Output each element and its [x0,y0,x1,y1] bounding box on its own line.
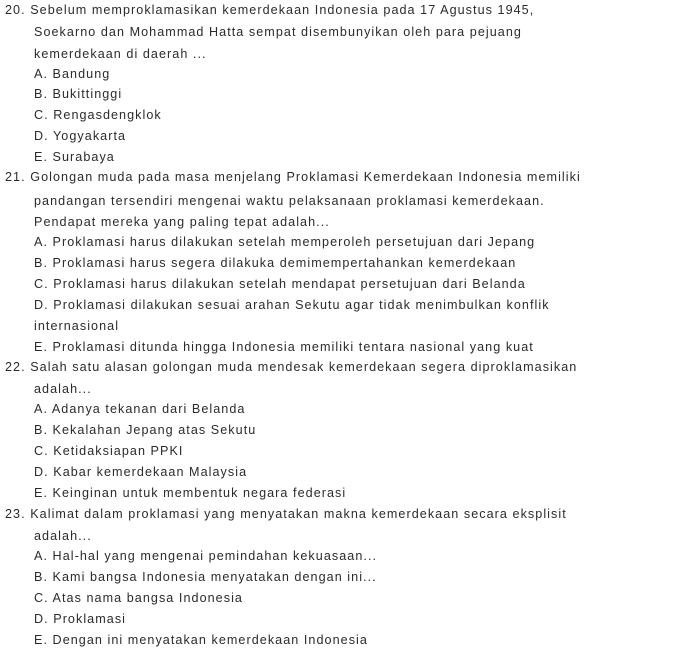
question-22-option-b[interactable]: B. Kekalahan Jepang atas Sekutu [34,423,257,437]
question-22-option-d[interactable]: D. Kabar kemerdekaan Malaysia [34,465,248,479]
question-23-stem-1: Kalimat dalam proklamasi yang menyatakan makna kemerdekaan secara eksplisit [30,507,567,521]
question-23-option-c[interactable]: C. Atas nama bangsa Indonesia [34,591,243,605]
question-20-stem-1: Sebelum memproklamasikan kemerdekaan Indonesia pada 17 Agustus 1945, [30,3,535,17]
question-21-option-c[interactable]: C. Proklamasi harus dilakukan setelah mendapat persetujuan dari Belanda [34,277,526,291]
question-23-number: 23. [5,507,26,521]
question-21-option-e[interactable]: E. Proklamasi ditunda hingga Indonesia memiliki tentara nasional yang kuat [34,340,534,354]
question-20-option-e[interactable]: E. Surabaya [34,150,115,164]
question-22-option-c[interactable]: C. Ketidaksiapan PPKI [34,444,184,458]
question-21-option-d[interactable]: D. Proklamasi dilakukan sesuai arahan Sekutu agar tidak menimbulkan konflik [34,298,550,312]
question-21-line-1 [5,167,581,188]
question-20-number: 20. [5,3,26,17]
question-20-option-c[interactable]: C. Rengasdengklok [34,108,162,122]
question-22-option-e[interactable]: E. Keinginan untuk membentuk negara federasi [34,486,347,500]
question-22-number: 22. [5,360,26,374]
question-21-option-a[interactable]: A. Proklamasi harus dilakukan setelah memperoleh persetujuan dari Jepang [34,235,536,249]
question-21-number: 21. [5,170,26,184]
question-21-stem-1: Golongan muda pada masa menjelang Proklamasi Kemerdekaan Indonesia memiliki [30,170,581,184]
question-20-stem-3: kemerdekaan di daerah ... [34,47,207,61]
question-23-line-1 [5,504,567,525]
question-21-stem-2: pandangan tersendiri mengenai waktu pelaksanaan proklamasi kemerdekaan. [34,194,545,208]
question-23-stem-2: adalah... [34,529,92,543]
question-22-line-1 [5,357,577,378]
question-22-option-a[interactable]: A. Adanya tekanan dari Belanda [34,402,246,416]
question-21-option-d-continued[interactable]: internasional [34,319,120,333]
question-23-option-b[interactable]: B. Kami bangsa Indonesia menyatakan dengan ini... [34,570,377,584]
question-20-stem-2: Soekarno dan Mohammad Hatta sempat disembunyikan oleh para pejuang [34,25,522,39]
question-20-option-d[interactable]: D. Yogyakarta [34,129,127,143]
question-23-option-e[interactable]: E. Dengan ini menyatakan kemerdekaan Indonesia [34,633,368,647]
question-22-stem-2: adalah... [34,382,92,396]
question-20-option-b[interactable]: B. Bukittinggi [34,87,123,101]
question-21-stem-3: Pendapat mereka yang paling tepat adalah... [34,215,330,229]
question-23-option-d[interactable]: D. Proklamasi [34,612,127,626]
question-20-option-a[interactable]: A. Bandung [34,67,111,81]
question-20-line-1 [5,0,534,21]
question-22-stem-1: Salah satu alasan golongan muda mendesak kemerdekaan segera diproklamasikan [30,360,578,374]
question-21-option-b[interactable]: B. Proklamasi harus segera dilakuka demimempertahankan kemerdekaan [34,256,517,270]
question-23-option-a[interactable]: A. Hal-hal yang mengenai pemindahan kekuasaan... [34,549,378,563]
